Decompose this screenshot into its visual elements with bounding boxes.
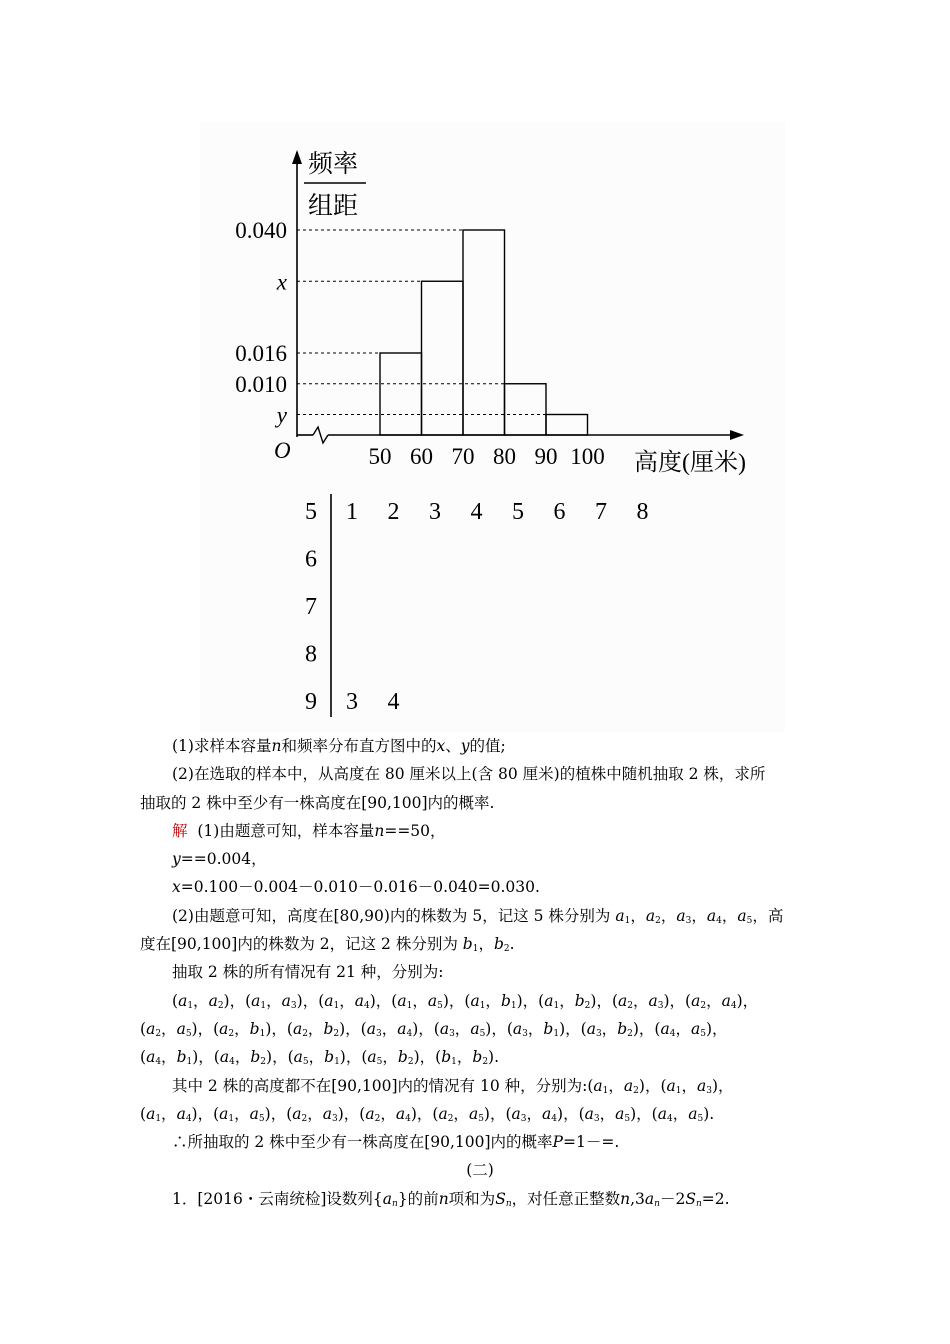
y-label-bottom: 组距 — [308, 193, 359, 220]
x-axis-label: 高度(厘米) — [634, 450, 746, 476]
x-tick-label: 70 — [451, 444, 475, 469]
nq-e: ,3 — [630, 1189, 645, 1208]
cases-intro: 抽取 2 株的所有情况有 21 种，分别为: — [172, 963, 444, 982]
p2-text: (2)由题意可知，高度在[80,90)内的株数为 5，记这 5 株分别为 — [172, 906, 611, 925]
var-n: n — [374, 821, 385, 840]
p2-text-c: 度在[90,100]内的株数为 2，记这 2 株分别为 — [140, 935, 458, 954]
leaf-value: 4 — [387, 689, 400, 715]
leaf-value: 1 — [346, 499, 358, 525]
cases-line3: ($a_4$，$b_1$)，($a_4$，$b_2$)，($a_5$，$b_1$)，($a_5$，$b_2$)，($b_1$，$b_2$). — [140, 1048, 500, 1068]
histogram-bar — [505, 384, 547, 435]
var-n: n — [620, 1189, 631, 1208]
leaf-value: 6 — [553, 499, 566, 525]
y-tick-label: x — [276, 269, 287, 295]
leaf-value: 3 — [346, 689, 358, 715]
solution-1 — [140, 817, 820, 845]
histogram-bar — [422, 281, 464, 435]
x-axis-arrow — [730, 430, 744, 440]
sep: 、 — [445, 737, 461, 755]
solution-y — [140, 845, 820, 873]
y-axis-arrow — [292, 150, 302, 164]
leaf-value: 8 — [636, 499, 649, 525]
p4-text: ∴所抽取的 2 株中至少有一株高度在[90,100]内的概率 — [172, 1133, 553, 1152]
q1-text-c: 的值; — [469, 737, 506, 755]
leaf-value: 4 — [470, 499, 483, 525]
axis-break-mark — [313, 427, 328, 443]
p3-text: 其中 2 株的高度都不在[90,100]内的情况有 10 种，分别为: — [172, 1076, 588, 1095]
var-x: x — [172, 878, 181, 897]
q1-text: (1)求样本容量 — [172, 737, 272, 755]
nq-g: =2. — [701, 1189, 730, 1208]
x-tick-label: 80 — [493, 444, 516, 469]
origin-label: O — [274, 438, 291, 463]
y-tick-label: y — [276, 402, 287, 428]
var-n: n — [438, 1189, 449, 1208]
question-1 — [140, 732, 820, 760]
cases-line1: ($a_1$，$a_2$)，($a_1$，$a_3$)，($a_1$，$a_4$)，($a_1$，$a_5$)，($a_1$，$b_1$)，($a_1$，$b_2$)，($a_2$，$a_3$)，($a_2$，$a_4$)， — [172, 991, 759, 1011]
x-tick-label: 50 — [368, 444, 392, 469]
histogram-figure — [200, 122, 785, 732]
s1-text: (1)由题意可知，样本容量 — [197, 821, 375, 840]
excluded-line1: 其中 2 株的高度都不在[90,100]内的情况有 10 种，分别为$:(a_1$，$a_2$)，($a_1$，$a_3$)， — [172, 1076, 734, 1096]
stem-value: 7 — [305, 594, 317, 620]
nq-a: 1．[2016・云南统检]设数列{ — [172, 1189, 383, 1208]
x-tick-label: 100 — [570, 444, 605, 469]
nq-d: ，对任意正整数 — [511, 1189, 621, 1208]
cases-line2: ($a_2$，$a_5$)，($a_2$，$b_1$)，($a_2$，$b_2$)，($a_3$，$a_4$)，($a_3$，$a_5$)，($a_3$，$b_1$)，($a_3$，$b_2$)，($a_4$，$a_5$)， — [140, 1019, 728, 1039]
p2-text-b: 高 — [767, 906, 784, 925]
x-tick-label: 90 — [534, 444, 558, 469]
s1-result: ==50， — [384, 821, 446, 840]
solution-2-line2: 度在[90,100]内的株数为 2，记这 2 株分别为 $b_1$，$b_2$. — [140, 935, 515, 955]
p4-result: =1－=. — [562, 1133, 620, 1152]
solution-2-line1: (2)由题意可知，高度在[80,90)内的株数为 5，记这 5 株分别为 $a_1$，$a_2$，$a_3$，$a_4$，$a_5$，高 — [172, 906, 784, 926]
solution-label: 解 — [172, 821, 188, 840]
x-result: =0.100－0.004－0.010－0.016－0.040=0.030. — [180, 878, 540, 897]
nq-b: }的前 — [397, 1189, 439, 1208]
question-2-line2: 抽取的 2 株中至少有一株高度在[90,100]内的概率. — [140, 793, 495, 812]
leaf-value: 2 — [387, 499, 400, 525]
solution-x — [140, 873, 820, 901]
question-2-line1: (2)在选取的样本中，从高度在 80 厘米以上(含 80 厘米)的植株中随机抽取 2 株，求所 — [172, 765, 766, 784]
q1-text-b: 和频率分布直方图中的 — [281, 737, 437, 755]
stem-value: 8 — [305, 641, 317, 668]
y-tick-label: 0.016 — [235, 341, 287, 366]
y-tick-label: 0.040 — [235, 218, 287, 243]
var-y: y — [460, 737, 470, 755]
y-label-top: 频率 — [308, 151, 359, 178]
stem-value: 5 — [305, 499, 317, 525]
next-question: 1．[2016・云南统检]设数列$\{a_n\}$的前n项和为$S_n$，对任意正整数$n,3a_n-2S_n=2$. — [172, 1189, 730, 1209]
stem-value: 6 — [305, 546, 317, 573]
stem-value: 9 — [305, 689, 317, 715]
leaf-value: 3 — [429, 499, 441, 525]
probability-line — [140, 1128, 820, 1156]
var-y: y — [172, 850, 181, 869]
var-n: n — [271, 737, 282, 755]
problem-text — [140, 732, 820, 1213]
y-result: ==0.004， — [180, 850, 267, 869]
var-P: P — [552, 1133, 563, 1152]
var-x: x — [436, 737, 446, 755]
histogram-bar — [463, 230, 505, 435]
x-tick-label: 60 — [410, 444, 433, 469]
leaf-value: 7 — [595, 499, 607, 525]
section-heading: (二) — [466, 1161, 494, 1180]
frequency-histogram — [200, 122, 785, 732]
histogram-bar — [380, 353, 422, 435]
histogram-bar — [546, 415, 588, 436]
nq-c: 项和为 — [448, 1189, 496, 1208]
excluded-line2: ($a_1$，$a_4$)，($a_1$，$a_5$)，($a_2$，$a_3$)，($a_2$，$a_4$)，($a_2$，$a_5$)，($a_3$，$a_4$)，($a_3$，$a_5$)，($a_4$，$a_5$). — [140, 1104, 715, 1124]
y-tick-label: 0.010 — [235, 371, 287, 397]
leaf-value: 5 — [512, 499, 524, 525]
nq-f: －2 — [659, 1189, 686, 1208]
